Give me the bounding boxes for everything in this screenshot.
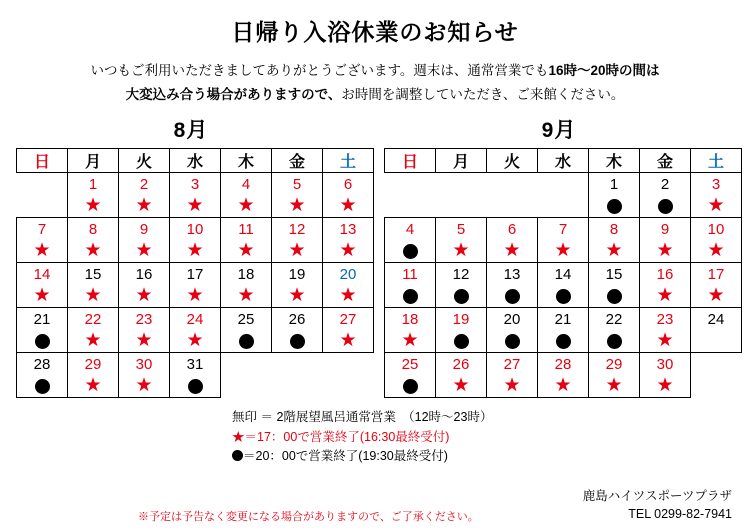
day-number: 14 bbox=[17, 263, 68, 286]
day-mark-dot bbox=[170, 375, 221, 398]
day-number: 19 bbox=[436, 308, 487, 331]
day-mark-star: ★ bbox=[272, 195, 323, 218]
day-mark-star: ★ bbox=[272, 240, 323, 263]
day-number: 21 bbox=[538, 308, 589, 331]
day-mark-star: ★ bbox=[119, 240, 170, 263]
day-mark-dot bbox=[538, 285, 589, 308]
lead-line-2 bbox=[34, 83, 716, 107]
day-mark-star: ★ bbox=[68, 240, 119, 263]
day-number: 12 bbox=[436, 263, 487, 286]
company-name: 鹿島ハイツスポーツプラザ bbox=[582, 488, 732, 503]
day-number: 11 bbox=[221, 218, 272, 241]
table-row bbox=[17, 173, 374, 196]
day-mark-empty bbox=[385, 195, 436, 218]
lead-paragraph bbox=[0, 59, 750, 106]
mark-row bbox=[17, 375, 374, 398]
day-number: 26 bbox=[436, 353, 487, 376]
mark-row bbox=[17, 285, 374, 308]
day-mark-star: ★ bbox=[640, 240, 691, 263]
day-mark-star: ★ bbox=[68, 285, 119, 308]
day-mark-dot bbox=[385, 285, 436, 308]
day-mark-dot bbox=[17, 375, 68, 398]
footer bbox=[0, 487, 750, 525]
day-number: 12 bbox=[272, 218, 323, 241]
day-number bbox=[323, 353, 374, 376]
day-mark-empty bbox=[691, 330, 742, 353]
day-mark-star: ★ bbox=[436, 240, 487, 263]
day-number: 23 bbox=[119, 308, 170, 331]
mark-row bbox=[385, 330, 742, 353]
company-info bbox=[583, 487, 732, 525]
day-number: 5 bbox=[272, 173, 323, 196]
day-mark-empty bbox=[436, 195, 487, 218]
weekday-header-tue: 火 bbox=[119, 149, 170, 173]
day-number bbox=[691, 353, 742, 376]
day-number: 29 bbox=[589, 353, 640, 376]
day-number bbox=[221, 353, 272, 376]
day-number: 6 bbox=[323, 173, 374, 196]
star-icon: ★ bbox=[232, 429, 245, 444]
day-mark-star: ★ bbox=[691, 195, 742, 218]
day-number: 20 bbox=[323, 263, 374, 286]
day-mark-star: ★ bbox=[323, 195, 374, 218]
day-mark-star: ★ bbox=[119, 375, 170, 398]
day-number bbox=[538, 173, 589, 196]
day-mark-star: ★ bbox=[589, 240, 640, 263]
day-number: 22 bbox=[589, 308, 640, 331]
day-mark-star: ★ bbox=[68, 330, 119, 353]
weekday-header-sun: 日 bbox=[385, 149, 436, 173]
mark-row bbox=[385, 285, 742, 308]
day-number bbox=[272, 353, 323, 376]
day-mark-star: ★ bbox=[17, 240, 68, 263]
day-mark-star: ★ bbox=[221, 195, 272, 218]
day-mark-dot bbox=[385, 375, 436, 398]
day-number: 11 bbox=[385, 263, 436, 286]
day-number: 1 bbox=[589, 173, 640, 196]
day-mark-empty bbox=[17, 195, 68, 218]
calendar-september bbox=[384, 114, 734, 398]
day-mark-star: ★ bbox=[691, 240, 742, 263]
weekday-header-mon: 月 bbox=[436, 149, 487, 173]
day-mark-star: ★ bbox=[17, 285, 68, 308]
day-mark-empty bbox=[487, 195, 538, 218]
day-number: 30 bbox=[640, 353, 691, 376]
day-number: 10 bbox=[691, 218, 742, 241]
day-number: 22 bbox=[68, 308, 119, 331]
company-tel: TEL 0299-82-7941 bbox=[628, 507, 732, 522]
day-number: 8 bbox=[68, 218, 119, 241]
day-number: 18 bbox=[385, 308, 436, 331]
day-number: 26 bbox=[272, 308, 323, 331]
mark-row bbox=[17, 330, 374, 353]
day-mark-star: ★ bbox=[119, 330, 170, 353]
weekday-header-wed: 水 bbox=[538, 149, 589, 173]
table-row bbox=[17, 218, 374, 241]
mark-row bbox=[385, 240, 742, 263]
weekday-header-row bbox=[385, 149, 742, 173]
day-number: 18 bbox=[221, 263, 272, 286]
table-row bbox=[385, 173, 742, 196]
day-mark-star: ★ bbox=[640, 375, 691, 398]
day-mark-dot bbox=[17, 330, 68, 353]
table-row bbox=[17, 353, 374, 376]
legend-dot-text: ＝20：00で営業終了(19:30最終受付) bbox=[243, 449, 448, 463]
lead-line-1 bbox=[34, 59, 716, 83]
day-mark-star: ★ bbox=[385, 330, 436, 353]
weekday-header-wed: 水 bbox=[170, 149, 221, 173]
table-row bbox=[385, 263, 742, 286]
day-number: 23 bbox=[640, 308, 691, 331]
day-mark-star: ★ bbox=[170, 330, 221, 353]
month-label-august: 8月 bbox=[173, 119, 209, 143]
legend bbox=[0, 408, 750, 466]
day-mark-star: ★ bbox=[538, 240, 589, 263]
day-number: 14 bbox=[538, 263, 589, 286]
day-mark-star: ★ bbox=[589, 375, 640, 398]
day-mark-dot bbox=[436, 285, 487, 308]
lead-line-1-bold: 16時～20時の間は bbox=[548, 63, 660, 78]
day-number: 20 bbox=[487, 308, 538, 331]
table-row bbox=[385, 353, 742, 376]
day-number: 2 bbox=[119, 173, 170, 196]
table-row bbox=[17, 263, 374, 286]
page-title: 日帰り入浴休業のお知らせ bbox=[231, 19, 519, 45]
day-number: 2 bbox=[640, 173, 691, 196]
day-number: 6 bbox=[487, 218, 538, 241]
day-number: 3 bbox=[691, 173, 742, 196]
day-number: 13 bbox=[323, 218, 374, 241]
weekday-header-row bbox=[17, 149, 374, 173]
day-number: 9 bbox=[640, 218, 691, 241]
calendars-container bbox=[0, 114, 750, 398]
day-mark-dot bbox=[538, 330, 589, 353]
day-number bbox=[385, 173, 436, 196]
day-number: 17 bbox=[170, 263, 221, 286]
day-number: 31 bbox=[170, 353, 221, 376]
legend-star-text: ＝17：00で営業終了(16:30最終受付) bbox=[244, 429, 450, 444]
day-number: 16 bbox=[119, 263, 170, 286]
day-mark-empty bbox=[691, 375, 742, 398]
day-mark-star: ★ bbox=[691, 285, 742, 308]
mark-row bbox=[385, 195, 742, 218]
weekday-header-sat: 土 bbox=[323, 149, 374, 173]
day-mark-star: ★ bbox=[68, 375, 119, 398]
day-mark-star: ★ bbox=[68, 195, 119, 218]
table-row bbox=[17, 308, 374, 331]
legend-line-dot bbox=[232, 447, 750, 466]
weekday-header-tue: 火 bbox=[487, 149, 538, 173]
day-mark-star: ★ bbox=[436, 375, 487, 398]
day-number bbox=[487, 173, 538, 196]
day-number: 24 bbox=[170, 308, 221, 331]
weekday-header-thu: 木 bbox=[589, 149, 640, 173]
lead-line-2-normal: お時間を調整していただき、ご来館ください。 bbox=[341, 86, 625, 102]
day-number: 7 bbox=[538, 218, 589, 241]
day-number: 27 bbox=[487, 353, 538, 376]
day-mark-dot bbox=[272, 330, 323, 353]
day-number: 17 bbox=[691, 263, 742, 286]
day-mark-star: ★ bbox=[170, 285, 221, 308]
day-number bbox=[436, 173, 487, 196]
legend-line-star bbox=[232, 428, 750, 447]
day-mark-star: ★ bbox=[640, 330, 691, 353]
day-mark-empty bbox=[538, 195, 589, 218]
day-mark-dot bbox=[589, 285, 640, 308]
day-number: 1 bbox=[68, 173, 119, 196]
day-number: 13 bbox=[487, 263, 538, 286]
day-mark-star: ★ bbox=[119, 195, 170, 218]
calendar-august bbox=[16, 114, 366, 398]
dot-icon bbox=[232, 450, 243, 461]
mark-row bbox=[17, 240, 374, 263]
day-number: 10 bbox=[170, 218, 221, 241]
day-number: 3 bbox=[170, 173, 221, 196]
day-mark-dot bbox=[221, 330, 272, 353]
day-mark-star: ★ bbox=[272, 285, 323, 308]
day-number: 7 bbox=[17, 218, 68, 241]
day-number: 30 bbox=[119, 353, 170, 376]
day-mark-empty bbox=[221, 375, 272, 398]
day-mark-empty bbox=[323, 375, 374, 398]
day-number: 5 bbox=[436, 218, 487, 241]
day-mark-star: ★ bbox=[323, 285, 374, 308]
weekday-header-sun: 日 bbox=[17, 149, 68, 173]
day-number: 15 bbox=[68, 263, 119, 286]
mark-row bbox=[385, 375, 742, 398]
day-number: 15 bbox=[589, 263, 640, 286]
day-number: 24 bbox=[691, 308, 742, 331]
weekday-header-fri: 金 bbox=[272, 149, 323, 173]
weekday-header-fri: 金 bbox=[640, 149, 691, 173]
table-row bbox=[385, 218, 742, 241]
day-number: 25 bbox=[385, 353, 436, 376]
month-label-september: 9月 bbox=[541, 119, 577, 143]
day-mark-empty bbox=[272, 375, 323, 398]
day-mark-star: ★ bbox=[221, 285, 272, 308]
day-mark-star: ★ bbox=[323, 240, 374, 263]
day-mark-star: ★ bbox=[119, 285, 170, 308]
day-mark-star: ★ bbox=[221, 240, 272, 263]
day-number: 9 bbox=[119, 218, 170, 241]
day-number: 19 bbox=[272, 263, 323, 286]
lead-line-1-normal: いつもご利用いただきましてありがとうございます。週末は、通常営業でも bbox=[90, 63, 549, 78]
footer-note: ※予定は予告なく変更になる場合がありますので、ご了承ください。 bbox=[138, 511, 479, 523]
day-mark-star: ★ bbox=[640, 285, 691, 308]
calendar-grid-august bbox=[16, 148, 374, 398]
day-mark-dot bbox=[487, 285, 538, 308]
table-row bbox=[385, 308, 742, 331]
mark-row bbox=[17, 195, 374, 218]
day-number: 29 bbox=[68, 353, 119, 376]
legend-line-normal: 無印 ＝ 2階展望風呂通常営業 （12時～23時） bbox=[232, 410, 493, 425]
day-mark-dot bbox=[640, 195, 691, 218]
weekday-header-sat: 土 bbox=[691, 149, 742, 173]
day-mark-star: ★ bbox=[487, 240, 538, 263]
day-number: 16 bbox=[640, 263, 691, 286]
day-mark-dot bbox=[589, 195, 640, 218]
day-number: 4 bbox=[221, 173, 272, 196]
day-mark-star: ★ bbox=[323, 330, 374, 353]
day-number: 27 bbox=[323, 308, 374, 331]
day-mark-star: ★ bbox=[170, 195, 221, 218]
day-number: 25 bbox=[221, 308, 272, 331]
weekday-header-thu: 木 bbox=[221, 149, 272, 173]
day-mark-dot bbox=[436, 330, 487, 353]
day-mark-dot bbox=[487, 330, 538, 353]
weekday-header-mon: 月 bbox=[68, 149, 119, 173]
day-mark-star: ★ bbox=[170, 240, 221, 263]
day-number bbox=[17, 173, 68, 196]
day-mark-star: ★ bbox=[538, 375, 589, 398]
day-mark-star: ★ bbox=[487, 375, 538, 398]
day-number: 28 bbox=[17, 353, 68, 376]
day-mark-dot bbox=[589, 330, 640, 353]
day-mark-dot bbox=[385, 240, 436, 263]
lead-line-2-bold: 大変込み合う場合がありますので、 bbox=[125, 86, 342, 102]
day-number: 21 bbox=[17, 308, 68, 331]
day-number: 4 bbox=[385, 218, 436, 241]
day-number: 28 bbox=[538, 353, 589, 376]
calendar-grid-september bbox=[384, 148, 742, 398]
day-number: 8 bbox=[589, 218, 640, 241]
